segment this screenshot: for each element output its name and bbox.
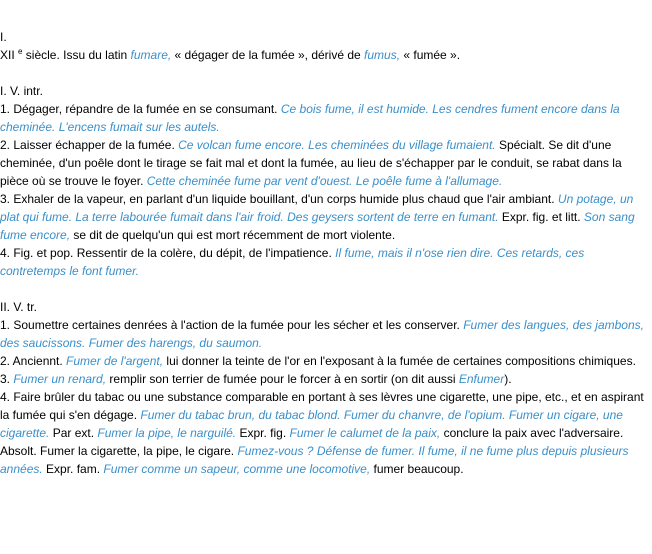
latin-word: fumare, bbox=[130, 48, 172, 62]
example-text: Ce volcan fume encore. Les cheminées du village fumaient. bbox=[178, 138, 496, 152]
section-heading-transitive: II. V. tr. bbox=[0, 300, 37, 314]
section-heading-intransitive: I. V. intr. bbox=[0, 84, 43, 98]
example-text: Fumer comme un sapeur, comme une locomotive, bbox=[103, 462, 371, 476]
example-text: Fumer du tabac brun, du tabac blond. Fumer du chanvre, de l'opium. Fumer un cigare, une cigarette. bbox=[0, 408, 623, 440]
sense-tr-2: 2. Anciennt. Fumer de l'argent, lui donner la teinte de l'or en l'exposant à la fumée de certaines compositions chimiques. bbox=[0, 354, 636, 368]
example-text: Fumer de l'argent, bbox=[66, 354, 164, 368]
sense-intr-2: 2. Laisser échapper de la fumée. Ce volcan fume encore. Les cheminées du village fumaient. Spécialt. Se dit d'une cheminée, d'un poêle dont le tirage se fait mal et dont la fumée, au lieu de s'échapper par le conduit, se rabat dans la pièce où se trouve le foyer. Cette cheminée fume par vent d'ouest. Le poêle fume à l'allumage. bbox=[0, 138, 622, 188]
example-text: Fumer le calumet de la paix, bbox=[289, 426, 441, 440]
latin-word: fumus, bbox=[364, 48, 401, 62]
etymology-text: XII $^e$ siècle. Issu du latin fumare, « dégager de la fumée », dérivé de fumus, « fumée ». bbox=[0, 47, 461, 62]
example-text: Il fume, mais il n'ose rien dire. Ces retards, ces contretemps le font fumer. bbox=[0, 246, 585, 278]
dictionary-entry bbox=[0, 28, 650, 478]
example-text: Son sang fume encore, bbox=[0, 210, 635, 242]
sense-intr-1: 1. Dégager, répandre de la fumée en se consumant. Ce bois fume, il est humide. Les cendres fument encore dans la cheminée. L'encens fumait sur les autels. bbox=[0, 102, 620, 134]
example-text: Fumez-vous ? Défense de fumer. Il fume, il ne fume plus depuis plusieurs années. bbox=[0, 444, 629, 476]
example-text: Un potage, un plat qui fume. La terre labourée fumait dans l'air froid. Des geysers sortent de terre en fumant. bbox=[0, 192, 634, 224]
sense-tr-3: 3. Fumer un renard, remplir son terrier de fumée pour le forcer à en sortir (on dit aussi Enfumer). bbox=[0, 372, 512, 386]
example-text: Cette cheminée fume par vent d'ouest. Le poêle fume à l'allumage. bbox=[146, 174, 503, 188]
example-text: Fumer la pipe, le narguilé. bbox=[97, 426, 237, 440]
example-text: Fumer un renard, bbox=[13, 372, 107, 386]
sense-tr-1: 1. Soumettre certaines denrées à l'action de la fumée pour les sécher et les conserver. Fumer des langues, des jambons, des saucissons. Fumer des harengs, du saumon. bbox=[0, 318, 644, 350]
sense-intr-3: 3. Exhaler de la vapeur, en parlant d'un liquide bouillant, d'un corps humide plus chaud que l'air ambiant. Un potage, un plat qui fume. La terre labourée fumait dans l'air froid. Des geysers sortent de terre en fumant. Expr. fig. et litt. Son sang fume encore, se dit de quelqu'un qui est mort récemment de mort violente. bbox=[0, 192, 635, 242]
example-text: Fumer des langues, des jambons, des saucissons. Fumer des harengs, du saumon. bbox=[0, 318, 644, 350]
etymology-heading: I. bbox=[0, 30, 7, 44]
example-text: Enfumer bbox=[458, 372, 505, 386]
example-text: Ce bois fume, il est humide. Les cendres fument encore dans la cheminée. L'encens fumait sur les autels. bbox=[0, 102, 620, 134]
sense-intr-4: 4. Fig. et pop. Ressentir de la colère, du dépit, de l'impatience. Il fume, mais il n'ose rien dire. Ces retards, ces contretemps le font fumer. bbox=[0, 246, 585, 278]
sense-tr-4: 4. Faire brûler du tabac ou une substance comparable en portant à ses lèvres une cigarette, une pipe, etc., et en aspirant la fumée qui s'en dégage. Fumer du tabac brun, du tabac blond. Fumer du chanvre, de l'opium. Fumer un cigare, une cigarette. Par ext. Fumer la pipe, le narguilé. Expr. fig. Fumer le calumet de la paix, conclure la paix avec l'adversaire. Absolt. Fumer la cigarette, la pipe, le cigare. Fumez-vous ? Défense de fumer. Il fume, il ne fume plus depuis plusieurs années. Expr. fam. Fumer comme un sapeur, comme une locomotive, fumer beaucoup. bbox=[0, 390, 644, 476]
